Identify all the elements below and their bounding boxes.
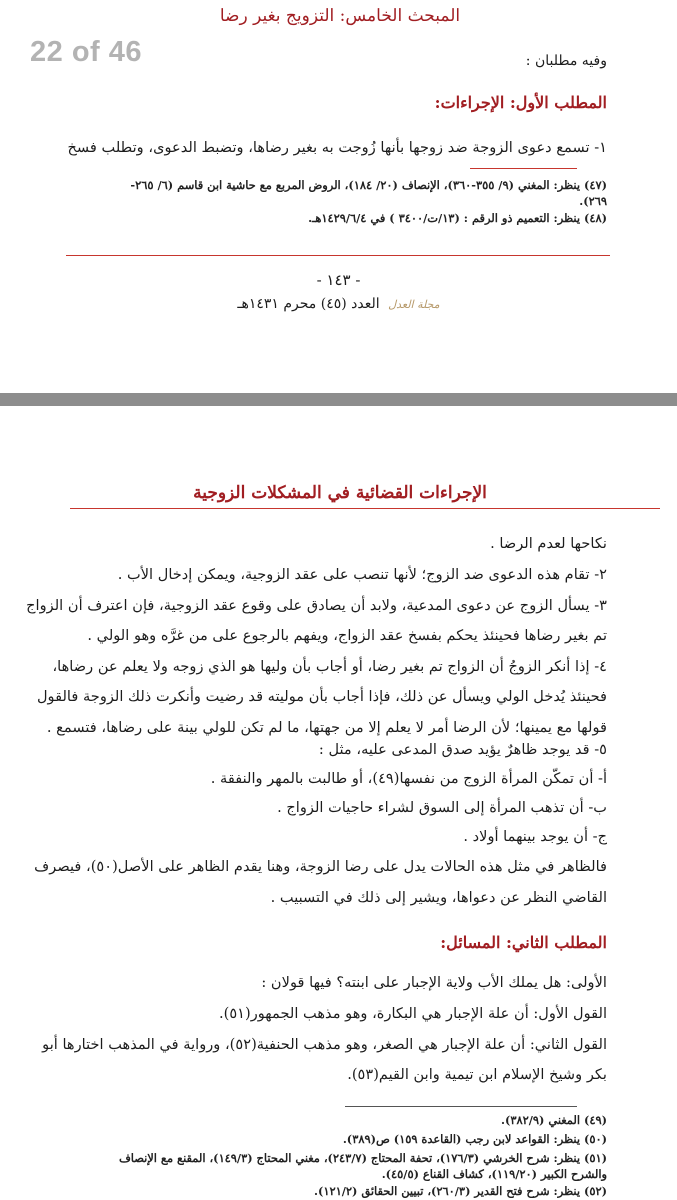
body-line: فالظاهر في مثل هذه الحالات يدل على رضا الزوجة، وهنا يقدم الظاهر على الأصل(٥٠)، فيصرف <box>34 858 607 875</box>
list-item: أ- أن تمكّن المرأة الزوج من نفسها(٤٩)، أو طالبت بالمهر والنفقة . <box>210 770 607 787</box>
footnote: (٤٧) ينظر: المغني (٩/ ٣٥٥-٣٦٠)، الإنصاف (٢٠/ ١٨٤)، الروض المربع مع حاشية ابن قاسم (٦/ ٢٦٥- <box>130 178 607 192</box>
body-line: ٣- يسأل الزوج عن دعوى المدعية، ولابد أن يصادق على وقوع عقد الزوجية، فإن اعترف أن الزواج <box>26 597 607 614</box>
footnote-divider <box>345 1106 577 1107</box>
issue-info <box>0 296 677 312</box>
running-head-rule <box>70 508 660 509</box>
body-line: ٤- إذا أنكر الزوجُ أن الزواج تم بغير رضا، أو أجاب بأن وليها هو الذي زوجه ولا يعلم عن رضاها، <box>52 658 607 675</box>
page-number: - ١٤٣ - <box>316 271 361 289</box>
footnote: (٤٨) ينظر: التعميم ذو الرقم : (١٣/ت/٣٤٠٠ ) في ١٤٢٩/٦/٤هـ. <box>308 211 607 225</box>
footnote: (٥١) ينظر: شرح الخرشي (١٧٦/٣)، تحفة المحتاج (٢٤٣/٧)، مغني المحتاج (١٤٩/٣)، المقنع مع الإنصاف <box>118 1151 607 1165</box>
footnote: ٢٦٩). <box>579 194 607 208</box>
page-title: المبحث الخامس: التزويج بغير رضا <box>219 6 461 26</box>
intro-text: وفيه مطلبان : <box>525 53 607 69</box>
section-heading-1: المطلب الأول: الإجراءات: <box>434 93 607 112</box>
body-line: ٢- تقام هذه الدعوى ضد الزوج؛ لأنها تنصب على عقد الزوجية، ويمكن إدخال الأب . <box>117 566 607 583</box>
section-heading-2: المطلب الثاني: المسائل: <box>440 933 607 952</box>
running-head: الإجراءات القضائية في المشكلات الزوجية <box>193 483 487 503</box>
footnote: (٥٢) ينظر: شرح فتح القدير (٢٦٠/٣)، تبيين الحقائق (١٢١/٢). <box>314 1184 607 1198</box>
footnote: والشرح الكبير (١١٩/٢٠)، كشاف القناع (٤٥/٥). <box>381 1167 607 1181</box>
issue-text: العدد (٤٥) محرم ١٤٣١هـ <box>237 296 380 312</box>
body-line: قولها مع يمينها؛ لأن الرضا أمر لا يعلم إلا من جهتها، ما لم تكن للولي بينة على رضاها، فتسمع . <box>46 719 607 736</box>
journal-logo: مجلة العدل <box>388 298 440 311</box>
body-line: نكاحها لعدم الرضا . <box>490 535 607 552</box>
body-line: ٥- قد يوجد ظاهرٌ يؤيد صدق المدعى عليه، مثل : <box>318 741 607 758</box>
body-line: ١- تسمع دعوى الزوجة ضد زوجها بأنها زُوجت به بغير رضاها، وتضبط الدعوى، وتطلب فسخ <box>67 139 607 156</box>
body-line: تم بغير رضاها فحينئذ يحكم بفسخ عقد الزواج، ويفهم بالرجوع على من غرَّه وهو الولي . <box>87 627 607 644</box>
page-bottom-rule <box>66 255 610 256</box>
footnote: (٤٩) المغني (٣٨٢/٩). <box>501 1113 607 1127</box>
body-line: الأولى: هل يملك الأب ولاية الإجبار على ابنته؟ فيها قولان : <box>261 974 607 991</box>
list-item: ب- أن تذهب المرأة إلى السوق لشراء حاجيات الزواج . <box>277 799 607 816</box>
page-counter: 22 of 46 <box>30 36 142 68</box>
footnote-divider <box>470 168 577 169</box>
page-separator <box>0 393 677 406</box>
body-line: فحينئذ يُدخل الولي ويسأل عن ذلك، فإذا أجاب بأن موليته قد رضيت وأنكرت ذلك الزوجة فالقول <box>36 688 607 705</box>
body-line: بكر وشيخ الإسلام ابن تيمية وابن القيم(٥٣). <box>347 1066 607 1083</box>
body-line: القول الأول: أن علة الإجبار هي البكارة، وهو مذهب الجمهور(٥١). <box>218 1005 607 1022</box>
body-line: القول الثاني: أن علة الإجبار هي الصغر، وهو مذهب الحنفية(٥٢)، ورواية في المذهب اختارها أبو <box>42 1036 607 1053</box>
list-item: ج- أن يوجد بينهما أولاد . <box>463 828 607 845</box>
footnote: (٥٠) ينظر: القواعد لابن رجب (القاعدة ١٥٩) ص(٣٨٩). <box>342 1132 607 1146</box>
body-line: القاضي النظر عن دعواها، ويشير إلى ذلك في التسبيب . <box>270 889 607 906</box>
